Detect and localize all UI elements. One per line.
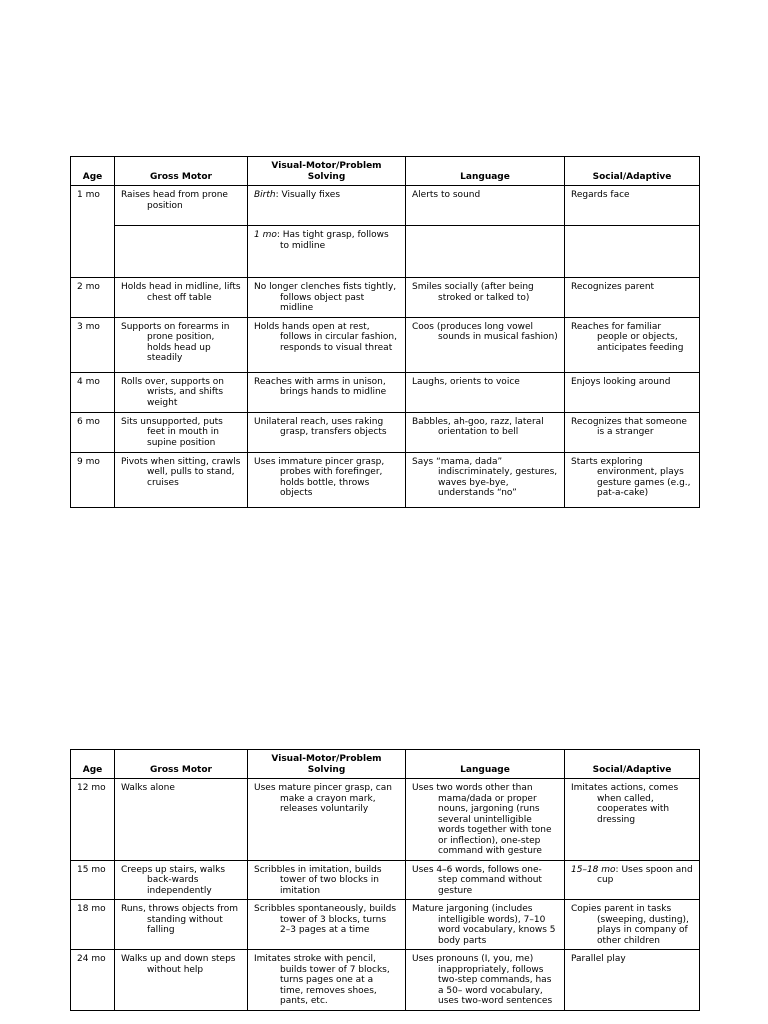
social-cell — [565, 779, 700, 861]
visual-motor-desc: : Has tight grasp, follows to midline — [276, 230, 389, 251]
gross-motor-cell — [115, 226, 248, 278]
gross-motor-text: Creeps up stairs, walks back-wards independently — [121, 864, 226, 896]
header-gross-motor: Gross Motor — [115, 750, 248, 779]
language-text: Uses pronouns (I, you, me) inappropriately, follows two-step commands, has a 50– word vocabulary, uses two-word sentences — [412, 954, 553, 1006]
social-cell — [565, 186, 700, 226]
social-desc: Imitates actions, comes when called, cooperates with dressing — [571, 783, 679, 825]
social-text — [571, 783, 693, 825]
table-row — [71, 860, 700, 900]
social-text: Starts exploring environment, plays gesture games (e.g., pat-a-cake) — [571, 456, 691, 498]
gross-motor-text: Rolls over, supports on wrists, and shifts weight — [121, 376, 225, 408]
age-cell: 15 mo — [71, 860, 115, 900]
visual-motor-text — [254, 230, 399, 251]
social-text: Recognizes that someone is a stranger — [571, 416, 687, 437]
milestones-table-infant — [70, 156, 700, 508]
table-row — [71, 278, 700, 318]
gross-motor-cell — [115, 950, 248, 1011]
table-row — [71, 372, 700, 412]
gross-motor-cell — [115, 779, 248, 861]
visual-motor-cell — [248, 372, 406, 412]
visual-motor-text: Uses mature pincer grasp, can make a crayon mark, releases voluntarily — [254, 783, 392, 814]
age-cell: 12 mo — [71, 779, 115, 861]
header-visual-motor: Visual-Motor/Problem Solving — [248, 157, 406, 186]
gross-motor-text: Walks alone — [121, 783, 175, 793]
gross-motor-cell — [115, 860, 248, 900]
language-cell — [406, 186, 565, 226]
social-cell — [565, 412, 700, 452]
language-text: Alerts to sound — [412, 190, 481, 200]
visual-motor-text: Scribbles spontaneously, builds tower of 3 blocks, turns 2–3 pages at a time — [254, 904, 397, 935]
language-cell — [406, 860, 565, 900]
visual-motor-cell — [248, 779, 406, 861]
gross-motor-text: Supports on forearms in prone position, holds head up steadily — [121, 321, 230, 363]
visual-motor-cell — [248, 226, 406, 278]
language-text: Coos (produces long vowel sounds in musical fashion) — [412, 321, 558, 342]
language-cell — [406, 452, 565, 507]
age-cell: 1 mo — [71, 186, 115, 278]
age-cell: 18 mo — [71, 900, 115, 950]
language-cell — [406, 372, 565, 412]
social-cell — [565, 278, 700, 318]
gross-motor-text: Holds head in midline, lifts chest off table — [121, 282, 241, 303]
table-row — [71, 412, 700, 452]
social-text — [571, 904, 693, 946]
language-cell — [406, 779, 565, 861]
milestones-table-toddler — [70, 749, 700, 1011]
table-row — [71, 900, 700, 950]
language-cell — [406, 278, 565, 318]
gross-motor-cell — [115, 452, 248, 507]
gross-motor-cell — [115, 412, 248, 452]
visual-age-label: 1 mo — [254, 230, 277, 240]
social-cell — [565, 226, 700, 278]
social-desc: : Uses spoon and cup — [597, 864, 693, 885]
visual-motor-text: Scribbles in imitation, builds tower of two blocks in imitation — [254, 864, 382, 896]
language-text: Smiles socially (after being stroked or talked to) — [412, 282, 534, 303]
visual-motor-cell — [248, 278, 406, 318]
table-row — [71, 950, 700, 1011]
header-language: Language — [406, 750, 565, 779]
table-row — [71, 186, 700, 226]
age-cell: 6 mo — [71, 412, 115, 452]
language-text: Laughs, orients to voice — [412, 376, 520, 387]
social-cell — [565, 452, 700, 507]
language-text: Says “mama, dada” indiscriminately, gestures, waves bye-bye, understands “no” — [412, 456, 558, 498]
language-cell — [406, 412, 565, 452]
visual-motor-cell — [248, 186, 406, 226]
header-age: Age — [71, 750, 115, 779]
social-text: Reaches for familiar people or objects, anticipates feeding — [571, 321, 684, 353]
language-cell — [406, 900, 565, 950]
visual-motor-cell — [248, 900, 406, 950]
language-text: Uses 4–6 words, follows one-step command without gesture — [412, 864, 542, 896]
social-cell — [565, 900, 700, 950]
gross-motor-text: Walks up and down steps without help — [121, 954, 236, 975]
visual-motor-text: No longer clenches fists tightly, follows object past midline — [254, 282, 397, 313]
visual-motor-cell — [248, 412, 406, 452]
visual-motor-text: Uses immature pincer grasp, probes with forefinger, holds bottle, throws objects — [254, 456, 385, 498]
header-social: Social/Adaptive — [565, 157, 700, 186]
gross-motor-text: Raises head from prone position — [121, 190, 228, 211]
age-cell: 4 mo — [71, 372, 115, 412]
visual-age-label: Birth — [254, 190, 276, 200]
age-cell: 2 mo — [71, 278, 115, 318]
header-age: Age — [71, 157, 115, 186]
visual-motor-cell — [248, 317, 406, 372]
gross-motor-cell — [115, 372, 248, 412]
language-text: Mature jargoning (includes intelligible words), 7–10 word vocabulary, knows 5 body parts — [412, 904, 556, 946]
social-cell — [565, 317, 700, 372]
table-row — [71, 452, 700, 507]
visual-motor-cell — [248, 860, 406, 900]
social-age-label: 15–18 mo — [571, 864, 616, 875]
table-row — [71, 317, 700, 372]
age-cell: 9 mo — [71, 452, 115, 507]
gross-motor-text: Pivots when sitting, crawls well, pulls to stand, cruises — [121, 456, 241, 488]
language-cell — [406, 950, 565, 1011]
visual-motor-text — [254, 190, 399, 201]
visual-motor-text: Unilateral reach, uses raking grasp, transfers objects — [254, 416, 387, 437]
gross-motor-text: Sits unsupported, puts feet in mouth in supine position — [121, 416, 223, 448]
header-language: Language — [406, 157, 565, 186]
age-cell: 24 mo — [71, 950, 115, 1011]
gross-motor-cell — [115, 186, 248, 226]
visual-motor-text: Imitates stroke with pencil, builds tower of 7 blocks, turns pages one at a time, removes shoes, pants, etc. — [254, 954, 390, 1006]
language-cell — [406, 226, 565, 278]
table-header-row — [71, 157, 700, 186]
gross-motor-cell — [115, 278, 248, 318]
social-cell — [565, 860, 700, 900]
header-social: Social/Adaptive — [565, 750, 700, 779]
language-text: Uses two words other than mama/dada or proper nouns, jargoning (runs several unintelligible words together with tone or inflection), one-step command with gesture — [412, 783, 552, 856]
social-desc: Parallel play — [571, 954, 626, 964]
table-header-row — [71, 750, 700, 779]
visual-motor-text: Holds hands open at rest, follows in circular fashion, responds to visual threat — [254, 321, 397, 353]
social-desc: Copies parent in tasks (sweeping, dusting), plays in company of other children — [571, 904, 689, 946]
social-text — [571, 865, 693, 886]
visual-motor-cell — [248, 452, 406, 507]
gross-motor-text: Runs, throws objects from standing without falling — [121, 904, 239, 935]
social-text: Regards face — [571, 190, 630, 200]
language-text: Babbles, ah-goo, razz, lateral orientation to bell — [412, 416, 544, 437]
gross-motor-cell — [115, 317, 248, 372]
social-text: Recognizes parent — [571, 282, 655, 292]
social-cell — [565, 372, 700, 412]
age-cell: 3 mo — [71, 317, 115, 372]
social-cell — [565, 950, 700, 1011]
header-gross-motor: Gross Motor — [115, 157, 248, 186]
table-row — [71, 226, 700, 278]
table-row — [71, 779, 700, 861]
language-cell — [406, 317, 565, 372]
visual-motor-text: Reaches with arms in unison, brings hands to midline — [254, 376, 387, 397]
visual-motor-desc: : Visually fixes — [275, 190, 341, 200]
gross-motor-cell — [115, 900, 248, 950]
header-visual-motor: Visual-Motor/Problem Solving — [248, 750, 406, 779]
social-text: Enjoys looking around — [571, 376, 671, 387]
visual-motor-cell — [248, 950, 406, 1011]
social-text — [571, 954, 693, 965]
